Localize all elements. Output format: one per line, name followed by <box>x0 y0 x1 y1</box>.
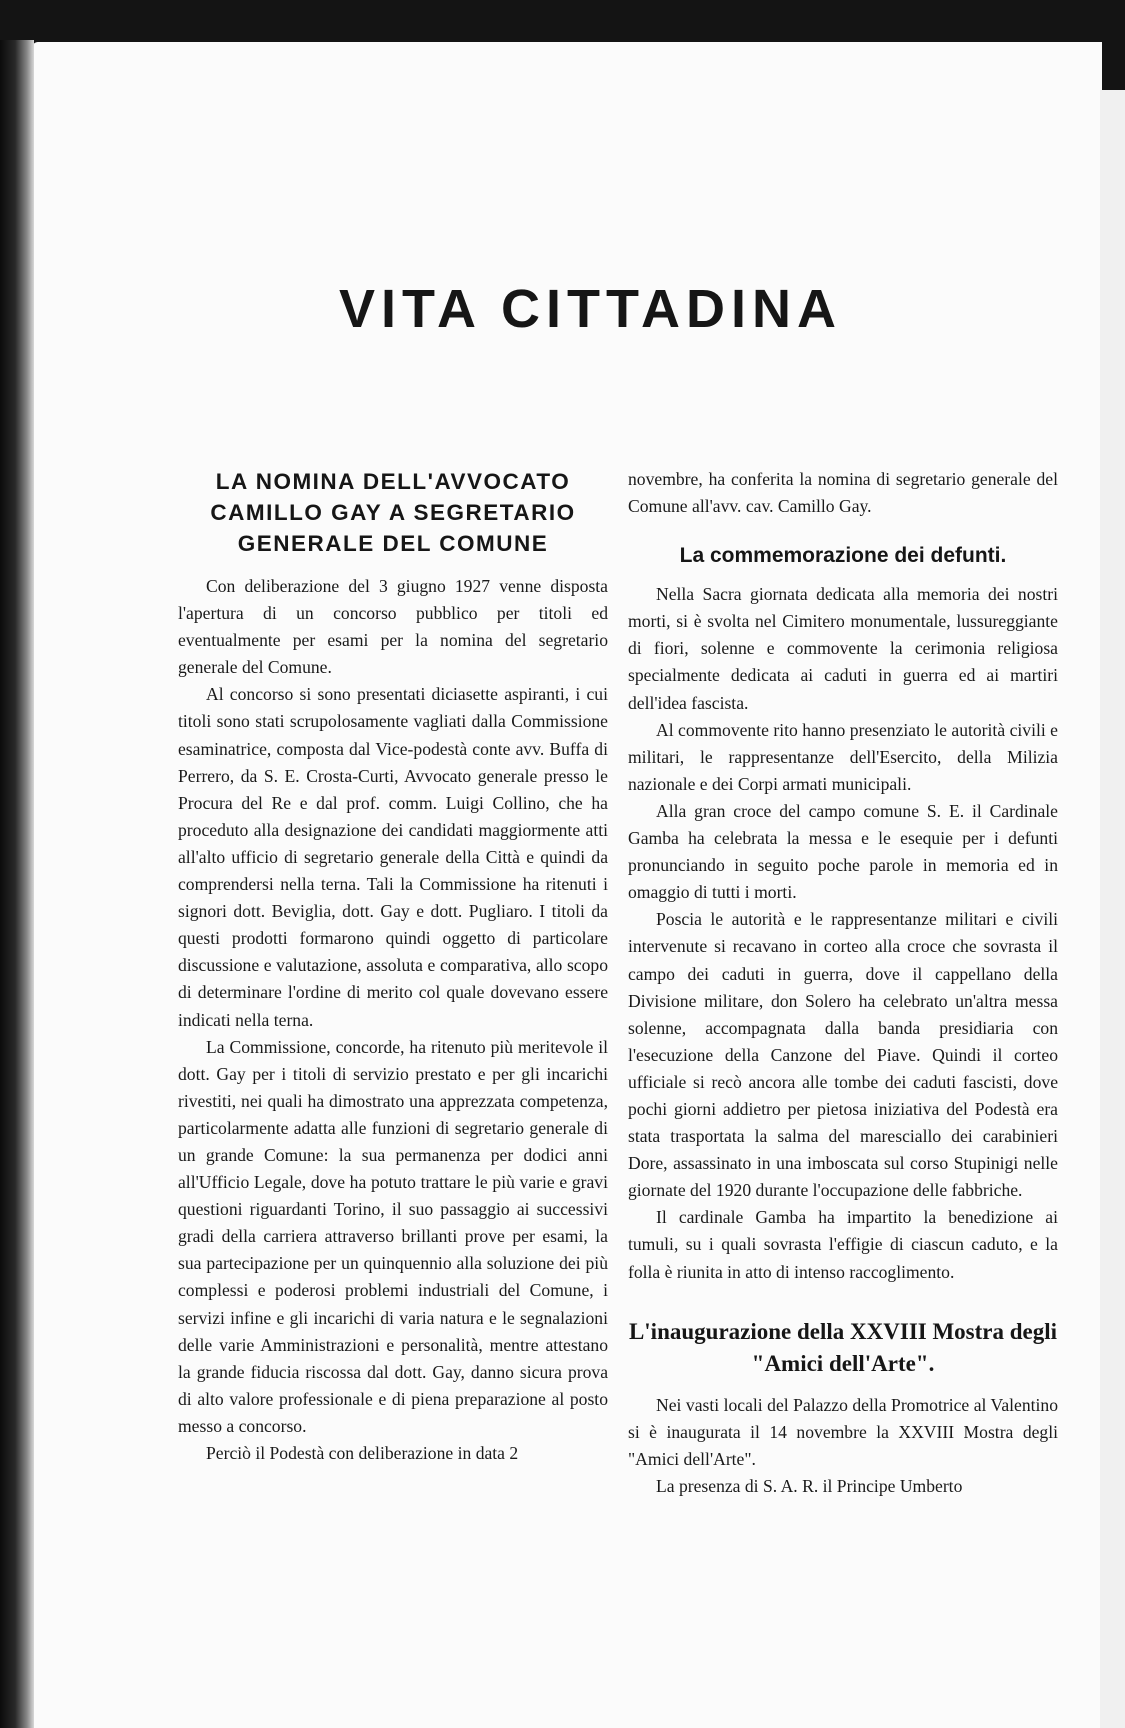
paragraph: La presenza di S. A. R. il Principe Umberto <box>656 1475 963 1496</box>
paragraph: Al commovente rito hanno presenziato le autorità civili e militari, le rappresentanze dell'Esercito, della Milizia nazionale e dei Corpi armati municipali. <box>628 719 1058 794</box>
paragraph: Il cardinale Gamba ha impartito la benedizione ai tumuli, su i quali sovrasta l'effigie di ciascun caduto, e la folla è riunita in atto di intenso raccoglimento. <box>628 1207 1058 1282</box>
paragraph-continuation: novembre, ha conferita la nomina di segretario generale del Comune all'avv. cav. Camillo Gay. <box>628 469 1058 517</box>
paragraph: Con deliberazione del 3 giugno 1927 venne disposta l'apertura di un concorso pubblico per titoli ed eventualmente per esami per la nomina del segretario generale del Comune. <box>178 576 608 678</box>
left-column <box>178 466 608 1467</box>
paragraph: La Commissione, concorde, ha ritenuto più meritevole il dott. Gay per i titoli di servizio prestato e per gli incarichi rivestiti, nei quali ha dimostrato una apprezzata competenza, particolarmente adatta alle funzioni di segretario generale di un grande Comune: la sua permanenza per dodici anni all'Ufficio Legale, dove ha potuto trattare le più varie e gravi questioni riguardanti Torino, il suo passaggio ai successivi gradi della carriera attraverso brillanti prove per esami, la sua partecipazione per un quinquennio alla soluzione dei più complessi e poderosi problemi industriali del Comune, i servizi infine e gli incarichi di varia natura e le segnalazioni delle varie Amministrazioni e personalità, mentre attestano la grande fiducia riscossa dal dott. Gay, danno sicura prova di alto valore professionale e di piena preparazione al posto messo a concorso. <box>178 1036 608 1436</box>
paragraph: Alla gran croce del campo comune S. E. il Cardinale Gamba ha celebrata la messa e le esequie per i defunti pronunciando in seguito poche parole in memoria ed in omaggio di tutti i morti. <box>628 800 1058 903</box>
paragraph: Al concorso si sono presentati diciasette aspiranti, i cui titoli sono stati scrupolosamente vagliati dalla Commissione esaminatrice, composta dal Vice-podestà conte avv. Buffa di Perrero, da S. E. Crosta-Curti, Avvocato generale presso le Procura del Re e dal prof. comm. Luigi Collino, che ha proceduto alla designazione dei candidati maggiormente atti all'alto ufficio di segretario generale della Città e quindi da comprendersi nella terna. Tali la Commissione ha ritenuti i signori dott. Beviglia, dott. Gay e dott. Pugliaro. I titoli da questi prodotti formarono quindi oggetto di particolare discussione e valutazione, assoluta e comparativa, allo scopo di determinare l'ordine di merito col quale dovevano essere indicati nella terna. <box>178 684 608 1030</box>
paragraph: Perciò il Podestà con deliberazione in data 2 <box>206 1443 519 1463</box>
paragraph: Nei vasti locali del Palazzo della Promotrice al Valentino si è inaugurata il 14 novembre la XXVIII Mostra degli "Amici dell'Arte". <box>628 1394 1058 1469</box>
section-heading-mostra: L'inaugurazione della XXVIII Mostra degli "Amici dell'Arte". <box>628 1318 1058 1376</box>
paragraph: Nella Sacra giornata dedicata alla memoria dei nostri morti, si è svolta nel Cimitero monumentale, lussureggiante di fiori, solenne e commovente la cerimonia religiosa specialmente dedicata ai caduti in guerra ed ai martiri dell'idea fascista. <box>628 584 1058 713</box>
paragraph: Poscia le autorità e le rappresentanze militari e civili intervenute si recavano in corteo alla croce che sovrasta il campo dei caduti in guerra, dove il cappellano della Divisione militare, don Solero ha celebrato un'altra messa solenne, accompagnata dalla banda presidiaria con l'esecuzione della Canzone del Piave. Quindi il corteo ufficiale si recò ancora alle tombe dei caduti fascisti, dove pochi giorni addietro per pietosa iniziativa del Podestà era stata trasportata la salma del maresciallo dei carabinieri Dore, assassinato in una imboscata sul corso Stupinigi nelle giornate del 1920 durante l'occupazione delle fabbriche. <box>628 909 1058 1201</box>
page-title: VITA CITTADINA <box>339 279 842 339</box>
right-column <box>628 466 1058 1500</box>
article-heading-nomina: LA NOMINA DELL'AVVOCATO CAMILLO GAY A SEGRETARIO GENERALE DEL COMUNE <box>210 469 576 556</box>
section-heading-commemorazione: La commemorazione dei defunti. <box>679 544 1007 568</box>
